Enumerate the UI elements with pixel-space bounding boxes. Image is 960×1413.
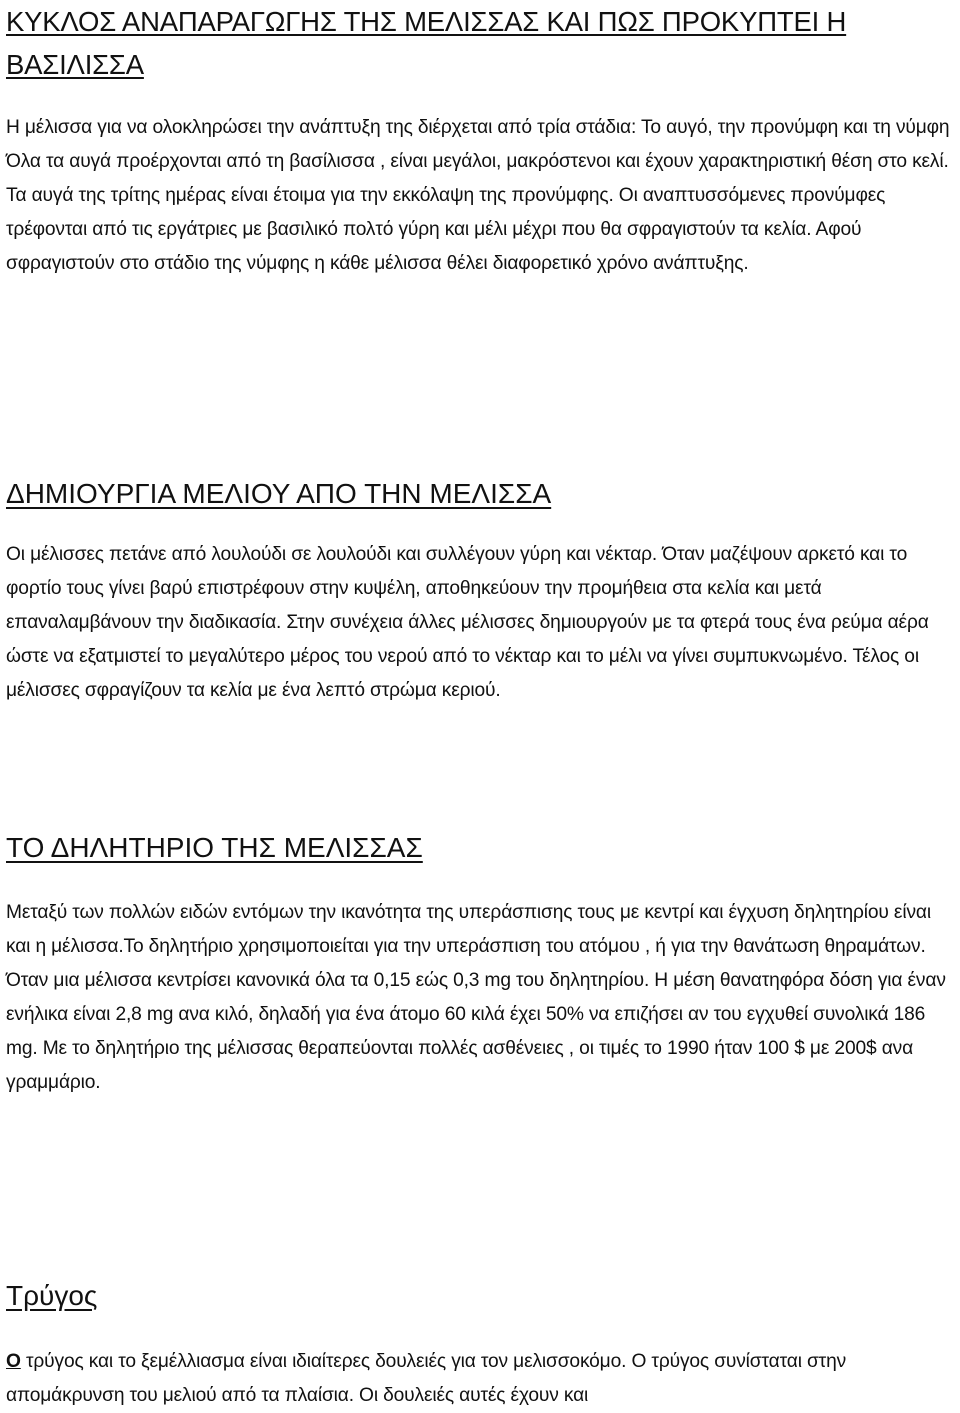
honey-paragraph: Οι μέλισσες πετάνε από λουλούδι σε λουλούδι και συλλέγουν γύρη και νέκταρ. Όταν μαζέψουν αρκετό και το φορτίο τους γίνει βαρύ επιστρέφουν στην κυψέλη, αποθηκεύουν την προμήθεια στα κελία και μετά επαναλαμβάνουν την διαδικασία. Στην συνέχεια άλλες μέλισσες δημιουργούν με τα φτερά τους ένα ρεύμα αέρα ώστε να εξατμιστεί το μεγαλύτερο μέρος του νερού από το νέκταρ και το μέλι να γίνει συμπυκνωμένο. Τέλος οι μέλισσες σφραγίζουν τα κελία με ένα λεπτό στρώμα κεριού. [6,544,929,701]
title-block [6,0,958,86]
venom-heading: ΤΟ ΔΗΛΗΤΗΡΙΟ ΤΗΣ ΜΕΛΙΣΣΑΣ [6,832,423,863]
document-title: ΚΥΚΛΟΣ ΑΝΑΠΑΡΑΓΩΓΗΣ ΤΗΣ ΜΕΛΙΣΣΑΣ ΚΑΙ ΠΩΣ ΠΡΟΚΥΠΤΕΙ Η ΒΑΣΙΛΙΣΣΑ [6,6,847,80]
honey-heading: ΔΗΜΙΟΥΡΓΙΑ ΜΕΛΙΟΥ ΑΠΟ ΤΗΝ ΜΕΛΙΣΣΑ [6,478,552,509]
honey-section [6,474,958,708]
harvest-paragraph [6,1345,958,1413]
venom-section [6,828,958,1100]
harvest-heading: Τρύγος [6,1280,98,1311]
venom-paragraph: Μεταξύ των πολλών ειδών εντόμων την ικανότητα της υπεράσπισης τους με κεντρί και έγχυση δηλητηρίου είναι και η μέλισσα.Το δηλητήριο χρησιμοποιείται για την υπεράσπιση του ατόμου , ή για την θανάτωση θηραμάτων. Όταν μια μέλισσα κεντρίσει κανονικά όλα τα 0,15 εώς 0,3 mg του δηλητηρίου. Η μέση θανατηφόρα δόση για έναν ενήλικα είναι 2,8 mg ανα κιλό, δηλαδή για ένα άτομο 60 κιλά έχει 50% να επιζήσει αν του εγχυθεί συνολικά 186 mg. Με το δηλητήριο της μέλισσας θεραπεύονται πολλές ασθένειες , οι τιμές το 1990 ήταν 100 $ με 200$ ανα γραμμάριο. [6,902,946,1093]
intro-paragraph: Η μέλισσα για να ολοκληρώσει την ανάπτυξη της διέρχεται από τρία στάδια: Το αυγό, την προνύμφη και τη νύμφη Όλα τα αυγά προέρχονται από τη βασίλισσα , είναι μεγάλοι, μακρόστενοι και έχουν χαρακτηριστική θέση στο κελί. Τα αυγά της τρίτης ημέρας είναι έτοιμα για την εκκόλαψη της προνύμφης. Οι αναπτυσσόμενες προνύμφες τρέφονται από τις εργάτριες με βασιλικό πολτό γύρη και μέλι μέχρι που θα σφραγιστούν τα κελία. Αφού σφραγιστούν στο στάδιο της νύμφης η κάθε μέλισσα θέλει διαφορετικό χρόνο ανάπτυξης. [6,117,950,274]
harvest-section [6,1276,958,1413]
harvest-text: τρύγος και το ξεμέλλιασμα είναι ιδιαίτερες δουλειές για τον μελισσοκόμο. Ο τρύγος συνίσταται στην απομάκρυνση του μελιού από τα πλαίσια. Οι δουλειές αυτές έχουν και [6,1351,847,1406]
harvest-lead-letter: Ο [6,1351,21,1372]
intro-block [6,111,958,281]
